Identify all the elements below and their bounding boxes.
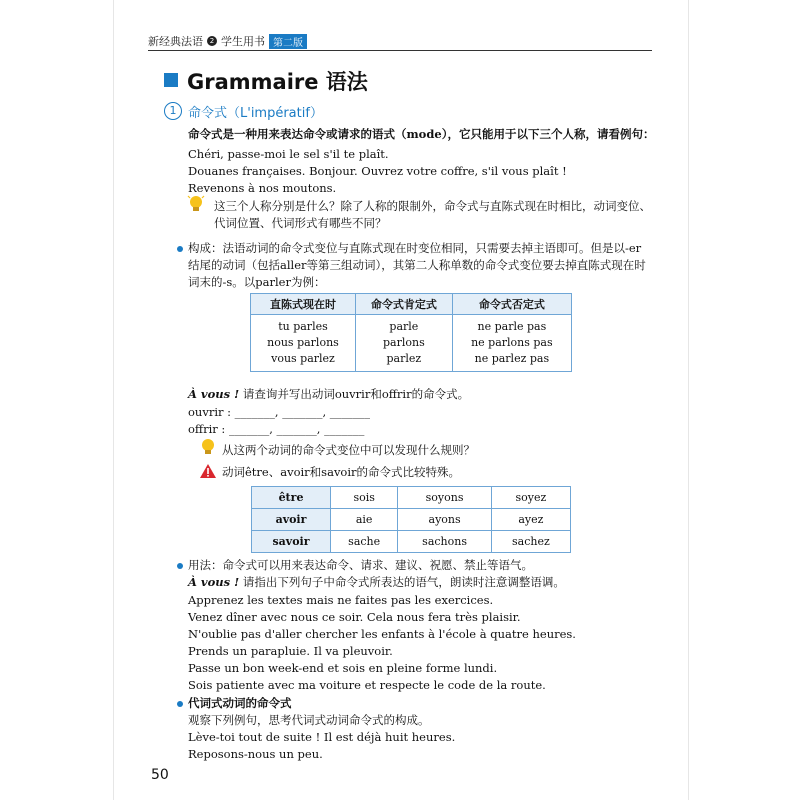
exercise-2-prompt <box>188 574 565 590</box>
definition: 命令式是一种用来表达命令或请求的语式（mode），它只能用于以下三个人称，请看例句： <box>188 127 655 141</box>
usage-line: 用法：命令式可以用来表达命令、请求、建议、祝愿、禁止等语气。 <box>188 558 533 572</box>
table-row <box>252 531 571 553</box>
cell-line: ne parle pas <box>477 320 547 333</box>
cell-line: nous parlons <box>267 336 339 349</box>
warning-icon <box>199 463 217 479</box>
edition-badge: 第二版 <box>269 34 307 49</box>
cell-line: ne parlons pas <box>471 336 553 349</box>
subsection-title: 命令式（L'impératif） <box>188 106 323 121</box>
table-cell <box>355 315 452 372</box>
usage-sentence: Apprenez les textes mais ne faites pas les exercices. <box>188 593 494 607</box>
conjugation-table-parler <box>250 293 572 372</box>
header-rule <box>148 50 652 51</box>
a-vous-label: À vous ! <box>188 387 240 401</box>
section-square-icon <box>164 73 178 87</box>
lightbulb-icon <box>187 194 205 214</box>
bullet-icon <box>177 563 183 569</box>
form-line-1: 构成：法语动词的命令式变位与直陈式现在时变位相同，只需要去掉主语即可。但是以-er <box>188 241 642 255</box>
form-line-2: 结尾的动词（包括aller等第三组动词），其第二人称单数的命令式变位要去掉直陈式现在时 <box>188 258 646 272</box>
tip-1-line-1: 这三个人称分别是什么？除了人称的限制外，命令式与直陈式现在时相比，动词变位、 <box>214 199 651 213</box>
example-3: Revenons à nos moutons. <box>188 181 337 195</box>
tip-2: 从这两个动词的命令式变位中可以发现什么规则？ <box>222 443 475 457</box>
a-vous-label: À vous ! <box>188 575 240 589</box>
table-cell: aie <box>331 509 398 531</box>
usage-sentence: Prends un parapluie. Il va pleuvoir. <box>188 644 393 658</box>
table-header: 命令式肯定式 <box>355 294 452 315</box>
example-1: Chéri, passe-moi le sel s'il te plaît. <box>188 147 389 161</box>
exercise-1-text: 请查询并写出动词ouvrir和offrir的命令式。 <box>242 387 470 401</box>
cell-line: parle <box>389 320 419 333</box>
page-number: 50 <box>151 767 169 783</box>
usage-sentence: Venez dîner avec nous ce soir. Cela nous fera très plaisir. <box>188 610 521 624</box>
table-cell: sachez <box>491 531 570 553</box>
usage-sentence: Passe un bon week-end et sois en pleine forme lundi. <box>188 661 498 675</box>
example-2: Douanes françaises. Bonjour. Ouvrez votre coffre, s'il vous plaît ! <box>188 164 567 178</box>
table-cell: soyons <box>398 487 492 509</box>
usage-sentence: Sois patiente avec ma voiture et respecte le code de la route. <box>188 678 546 692</box>
warning-text: 动词être、avoir和savoir的命令式比较特殊。 <box>222 465 461 479</box>
table-row <box>252 509 571 531</box>
table-header: 命令式否定式 <box>452 294 571 315</box>
form-line-3: 词末的-s。以parler为例： <box>188 275 326 289</box>
cell-line: parlons <box>382 336 425 349</box>
verb-cell: être <box>252 487 331 509</box>
book-title: 新经典法语 <box>148 35 203 48</box>
table-cell <box>251 315 356 372</box>
table-cell: sache <box>331 531 398 553</box>
bullet-icon <box>177 246 183 252</box>
table-cell <box>452 315 571 372</box>
book-subtitle: 学生用书 <box>221 35 265 48</box>
section-number: 1 <box>164 102 182 120</box>
ouvrir-blanks: ouvrir : _______, _______, _______ <box>188 405 371 419</box>
table-cell: sachons <box>398 531 492 553</box>
section-title: Grammaire 语法 <box>187 70 368 94</box>
exercise-2-text: 请指出下列句子中命令式所表达的语气，朗读时注意调整语调。 <box>242 575 565 589</box>
table-cell: ayez <box>491 509 570 531</box>
pronominal-title: 代词式动词的命令式 <box>188 696 292 710</box>
exercise-1-prompt <box>188 386 469 402</box>
irregular-imperative-table <box>251 486 571 553</box>
table-cell: ayons <box>398 509 492 531</box>
lightbulb-icon <box>199 437 217 457</box>
usage-sentence: N'oublie pas d'aller chercher les enfants à l'école à quatre heures. <box>188 627 576 641</box>
tip-1-line-2: 代词位置、代词形式有哪些不同？ <box>214 216 387 230</box>
cell-line: parlez <box>386 352 422 365</box>
table-cell: soyez <box>491 487 570 509</box>
running-header <box>148 33 307 49</box>
pronominal-example: Lève-toi tout de suite ! Il est déjà huit heures. <box>188 730 456 744</box>
volume-badge: 2 <box>207 36 217 46</box>
offrir-blanks: offrir : _______, _______, _______ <box>188 422 365 436</box>
cell-line: ne parlez pas <box>474 352 550 365</box>
table-header: 直陈式现在时 <box>251 294 356 315</box>
cell-line: vous parlez <box>271 352 335 365</box>
table-row <box>252 487 571 509</box>
pronominal-example: Reposons-nous un peu. <box>188 747 323 761</box>
table-cell: sois <box>331 487 398 509</box>
cell-line: tu parles <box>278 320 328 333</box>
verb-cell: savoir <box>252 531 331 553</box>
bullet-icon <box>177 701 183 707</box>
pronominal-instruction: 观察下列例句，思考代词式动词命令式的构成。 <box>188 713 430 727</box>
verb-cell: avoir <box>252 509 331 531</box>
